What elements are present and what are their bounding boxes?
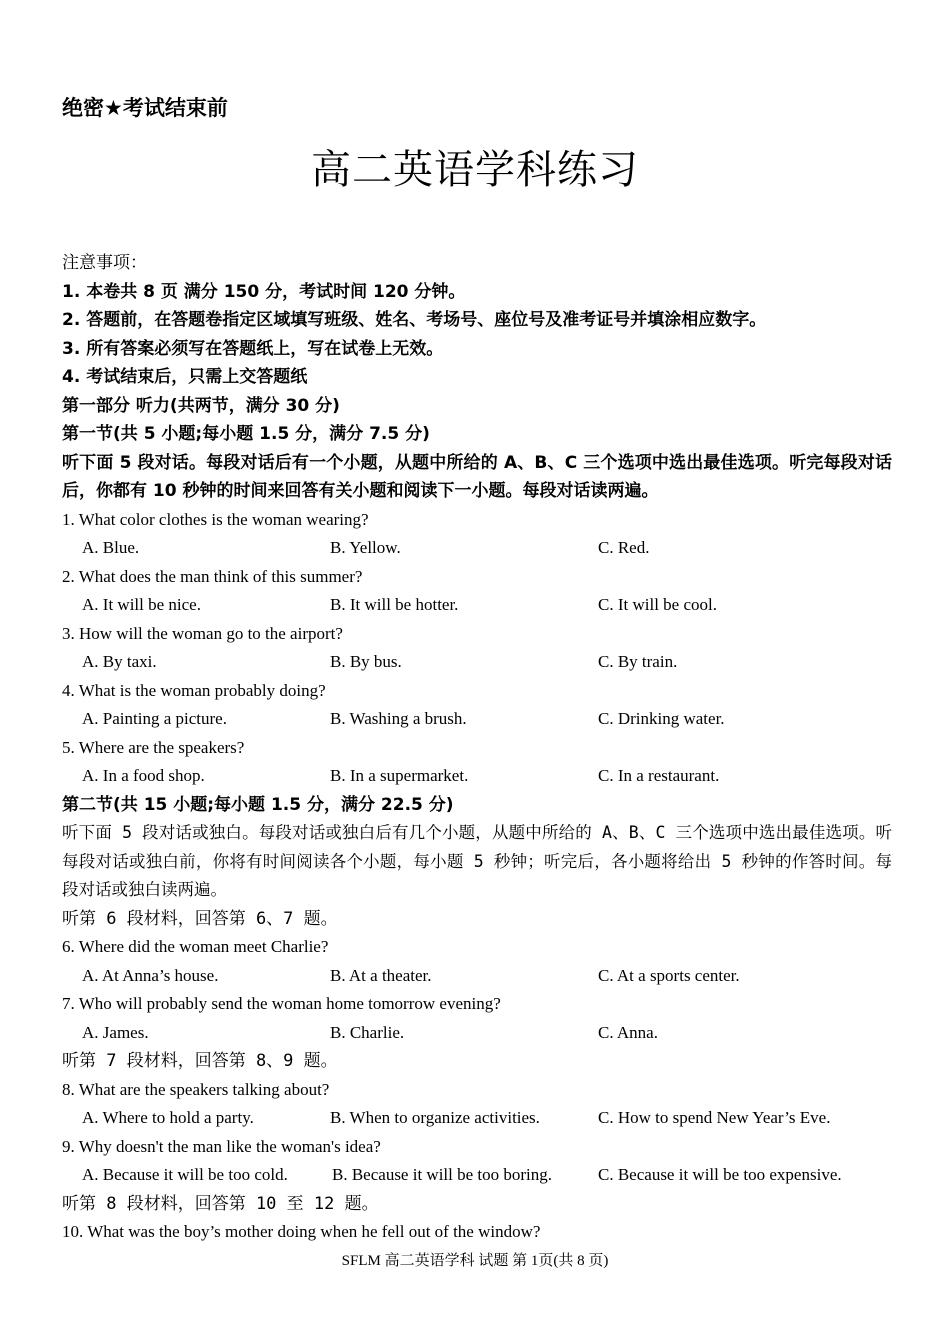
- option-b: B. Washing a brush.: [330, 709, 467, 728]
- option-b: B. Because it will be too boring.: [332, 1165, 553, 1184]
- question-5: 5. Where are the speakers?: [62, 737, 245, 757]
- option-c: C. In a restaurant.: [598, 766, 720, 785]
- question-10: 10. What was the boy’s mother doing when he fell out of the window?: [62, 1222, 541, 1241]
- option-b: B. In a supermarket.: [330, 766, 469, 785]
- option-c: C. Anna.: [598, 1022, 658, 1042]
- option-a: A. Painting a picture.: [82, 709, 227, 728]
- page-title: 高二英语学科练习: [311, 147, 639, 193]
- question-9: 9. Why doesn't the man like the woman's idea?: [62, 1136, 381, 1156]
- material-7-heading: 听第 7 段材料，回答第 8、9 题。: [62, 1051, 338, 1071]
- option-c: C. Drinking water.: [598, 709, 725, 728]
- question-2-options: [62, 591, 892, 620]
- option-b: B. By bus.: [330, 652, 402, 671]
- note-item: 1. 本卷共 8 页 满分 150 分，考试时间 120 分钟。: [62, 281, 466, 302]
- option-c: C. It will be cool.: [598, 595, 717, 614]
- question-5-options: [62, 762, 892, 791]
- question-9-options: [62, 1161, 892, 1190]
- exam-body: [62, 249, 892, 1247]
- option-c: C. How to spend New Year’s Eve.: [598, 1108, 831, 1127]
- question-6-options: [62, 962, 892, 991]
- note-item: 2. 答题前，在答题卷指定区域填写班级、姓名、考场号、座位号及准考证号并填涂相应数字。: [62, 310, 767, 330]
- option-b: B. Charlie.: [330, 1022, 405, 1042]
- option-a: A. Blue.: [82, 538, 140, 557]
- confidential-label: 绝密★考试结束前: [62, 96, 228, 120]
- question-4: 4. What is the woman probably doing?: [62, 680, 326, 700]
- material-8-heading: 听第 8 段材料，回答第 10 至 12 题。: [62, 1193, 379, 1214]
- question-1: 1. What color clothes is the woman wearing?: [62, 509, 369, 529]
- question-6: 6. Where did the woman meet Charlie?: [62, 937, 329, 956]
- notes-heading: 注意事项：: [62, 253, 147, 273]
- question-8-options: [62, 1104, 892, 1133]
- option-b: B. It will be hotter.: [330, 595, 459, 614]
- question-3-options: [62, 648, 892, 677]
- part1-heading: 第一部分 听力(共两节，满分 30 分): [62, 395, 340, 416]
- option-c: C. Because it will be too expensive.: [598, 1165, 842, 1184]
- option-a: A. By taxi.: [82, 652, 157, 671]
- option-c: C. Red.: [598, 538, 650, 557]
- note-item: 4. 考试结束后，只需上交答题纸: [62, 367, 308, 387]
- option-a: A. Where to hold a party.: [82, 1108, 254, 1127]
- option-c: C. At a sports center.: [598, 965, 740, 985]
- question-8: 8. What are the speakers talking about?: [62, 1079, 330, 1099]
- question-7: 7. Who will probably send the woman home tomorrow evening?: [62, 994, 501, 1013]
- question-2: 2. What does the man think of this summer?: [62, 566, 363, 586]
- option-b: B. Yellow.: [330, 538, 401, 557]
- page-footer: SFLM 高二英语学科 试题 第 1页(共 8 页): [341, 1253, 609, 1269]
- option-a: A. It will be nice.: [82, 595, 201, 614]
- option-b: B. At a theater.: [330, 965, 432, 985]
- material-6-heading: 听第 6 段材料，回答第 6、7 题。: [62, 908, 338, 929]
- question-4-options: [62, 705, 892, 734]
- section1-instructions: 听下面 5 段对话。每段对话后有一个小题，从题中所给的 A、B、C 三个选项中选出最佳选项。听完每段对话后，你都有 10 秒钟的时间来回答有关小题和阅读下一小题。每段对话读两遍。: [62, 452, 892, 501]
- question-3: 3. How will the woman go to the airport?: [62, 623, 343, 643]
- option-a: A. Because it will be too cold.: [82, 1165, 288, 1184]
- option-b: B. When to organize activities.: [330, 1108, 540, 1127]
- option-c: C. By train.: [598, 652, 678, 671]
- question-1-options: [62, 534, 892, 563]
- option-a: A. At Anna’s house.: [82, 965, 219, 985]
- section2-instructions: 听下面 5 段对话或独白。每段对话或独白后有几个小题，从题中所给的 A、B、C 三个选项中选出最佳选项。听每段对话或独白前，你将有时间阅读各个小题，每小题 5 秒钟；听完后，各小题将给出 5 秒钟的作答时间。每段对话或独白读两遍。: [62, 823, 892, 899]
- option-a: A. In a food shop.: [82, 766, 205, 785]
- section2-heading: 第二节(共 15 小题;每小题 1.5 分，满分 22.5 分): [62, 794, 454, 815]
- option-a: A. James.: [82, 1022, 149, 1042]
- section1-heading: 第一节(共 5 小题;每小题 1.5 分，满分 7.5 分): [62, 424, 430, 444]
- note-item: 3. 所有答案必须写在答题纸上，写在试卷上无效。: [62, 338, 444, 359]
- question-7-options: [62, 1019, 892, 1048]
